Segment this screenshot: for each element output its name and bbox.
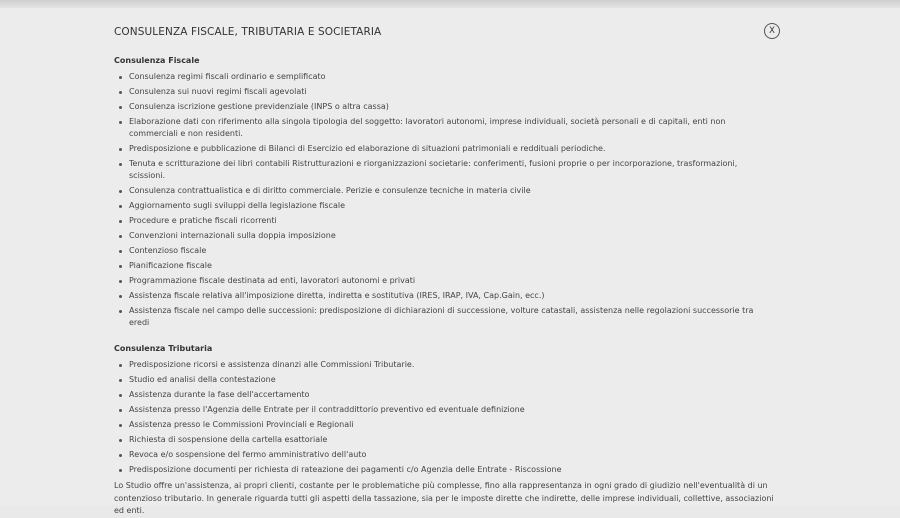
- section-heading-tributaria: Consulenza Tributaria: [114, 344, 213, 353]
- close-button[interactable]: X: [764, 23, 780, 39]
- modal-title: CONSULENZA FISCALE, TRIBUTARIA E SOCIETARIA: [114, 26, 382, 38]
- list-item: Assistenza fiscale relativa all'imposizione diretta, indiretta e sostitutiva (IRES, IRAP, IVA, Cap.Gain, ecc.): [114, 290, 774, 302]
- section-heading-fiscale: Consulenza Fiscale: [114, 56, 200, 65]
- list-item: Aggiornamento sugli sviluppi della legislazione fiscale: [114, 200, 774, 212]
- list-item: Consulenza regimi fiscali ordinario e semplificato: [114, 71, 774, 83]
- list-item: Contenzioso fiscale: [114, 245, 774, 257]
- list-item: Assistenza durante la fase dell'accertamento: [114, 389, 774, 401]
- list-fiscale: [114, 71, 774, 329]
- list-item: Consulenza sui nuovi regimi fiscali agevolati: [114, 86, 774, 98]
- list-item: Predisposizione ricorsi e assistenza dinanzi alle Commissioni Tributarie.: [114, 359, 774, 371]
- list-item: Predisposizione documenti per richiesta di rateazione dei pagamenti c/o Agenzia delle Entrate - Riscossione: [114, 464, 774, 476]
- list-tributaria: [114, 359, 774, 476]
- list-item: Procedure e pratiche fiscali ricorrenti: [114, 215, 774, 227]
- list-item: Assistenza presso l'Agenzia delle Entrate per il contraddittorio preventivo ed eventuale definizione: [114, 404, 774, 416]
- section-spacer: [114, 332, 774, 343]
- list-item: Consulenza iscrizione gestione previdenziale (INPS o altra cassa): [114, 101, 774, 113]
- modal-content: [114, 55, 774, 518]
- list-item: Studio ed analisi della contestazione: [114, 374, 774, 386]
- modal-panel: [0, 8, 900, 515]
- list-item: Programmazione fiscale destinata ad enti, lavoratori autonomi e privati: [114, 275, 774, 287]
- closing-paragraph: Lo Studio offre un'assistenza, ai propri clienti, costante per le problematiche più complesse, fino alla rappresentanza in ogni grado di giudizio nell'eventualità di un contenzioso tributario. In generale riguarda tutti gli aspetti della tassazione, sia per le imposte dirette che indirette, delle imprese individuali, collettive, associazioni ed enti.: [114, 481, 774, 515]
- list-item: Revoca e/o sospensione del fermo amministrativo dell'auto: [114, 449, 774, 461]
- list-item: Assistenza presso le Commissioni Provinciali e Regionali: [114, 419, 774, 431]
- list-item: Elaborazione dati con riferimento alla singola tipologia del soggetto: lavoratori autonomi, imprese individuali, società personali e di capitali, enti non commerciali e non residenti.: [114, 116, 774, 140]
- window-top-bar: [0, 0, 900, 8]
- list-item: Assistenza fiscale nel campo delle successioni: predisposizione di dichiarazioni di successione, volture catastali, assistenza nelle regolazioni successorie tra eredi: [114, 305, 774, 329]
- list-item: Tenuta e scritturazione dei libri contabili Ristrutturazioni e riorganizzazioni societarie: conferimenti, fusioni proprie o per incorporazione, trasformazioni, scissioni.: [114, 158, 774, 182]
- list-item: Consulenza contrattualistica e di diritto commerciale. Perizie e consulenze tecniche in materia civile: [114, 185, 774, 197]
- list-item: Convenzioni internazionali sulla doppia imposizione: [114, 230, 774, 242]
- list-item: Richiesta di sospensione della cartella esattoriale: [114, 434, 774, 446]
- list-item: Predisposizione e pubblicazione di Bilanci di Esercizio ed elaborazione di situazioni patrimoniali e reddituali periodiche.: [114, 143, 774, 155]
- list-item: Pianificazione fiscale: [114, 260, 774, 272]
